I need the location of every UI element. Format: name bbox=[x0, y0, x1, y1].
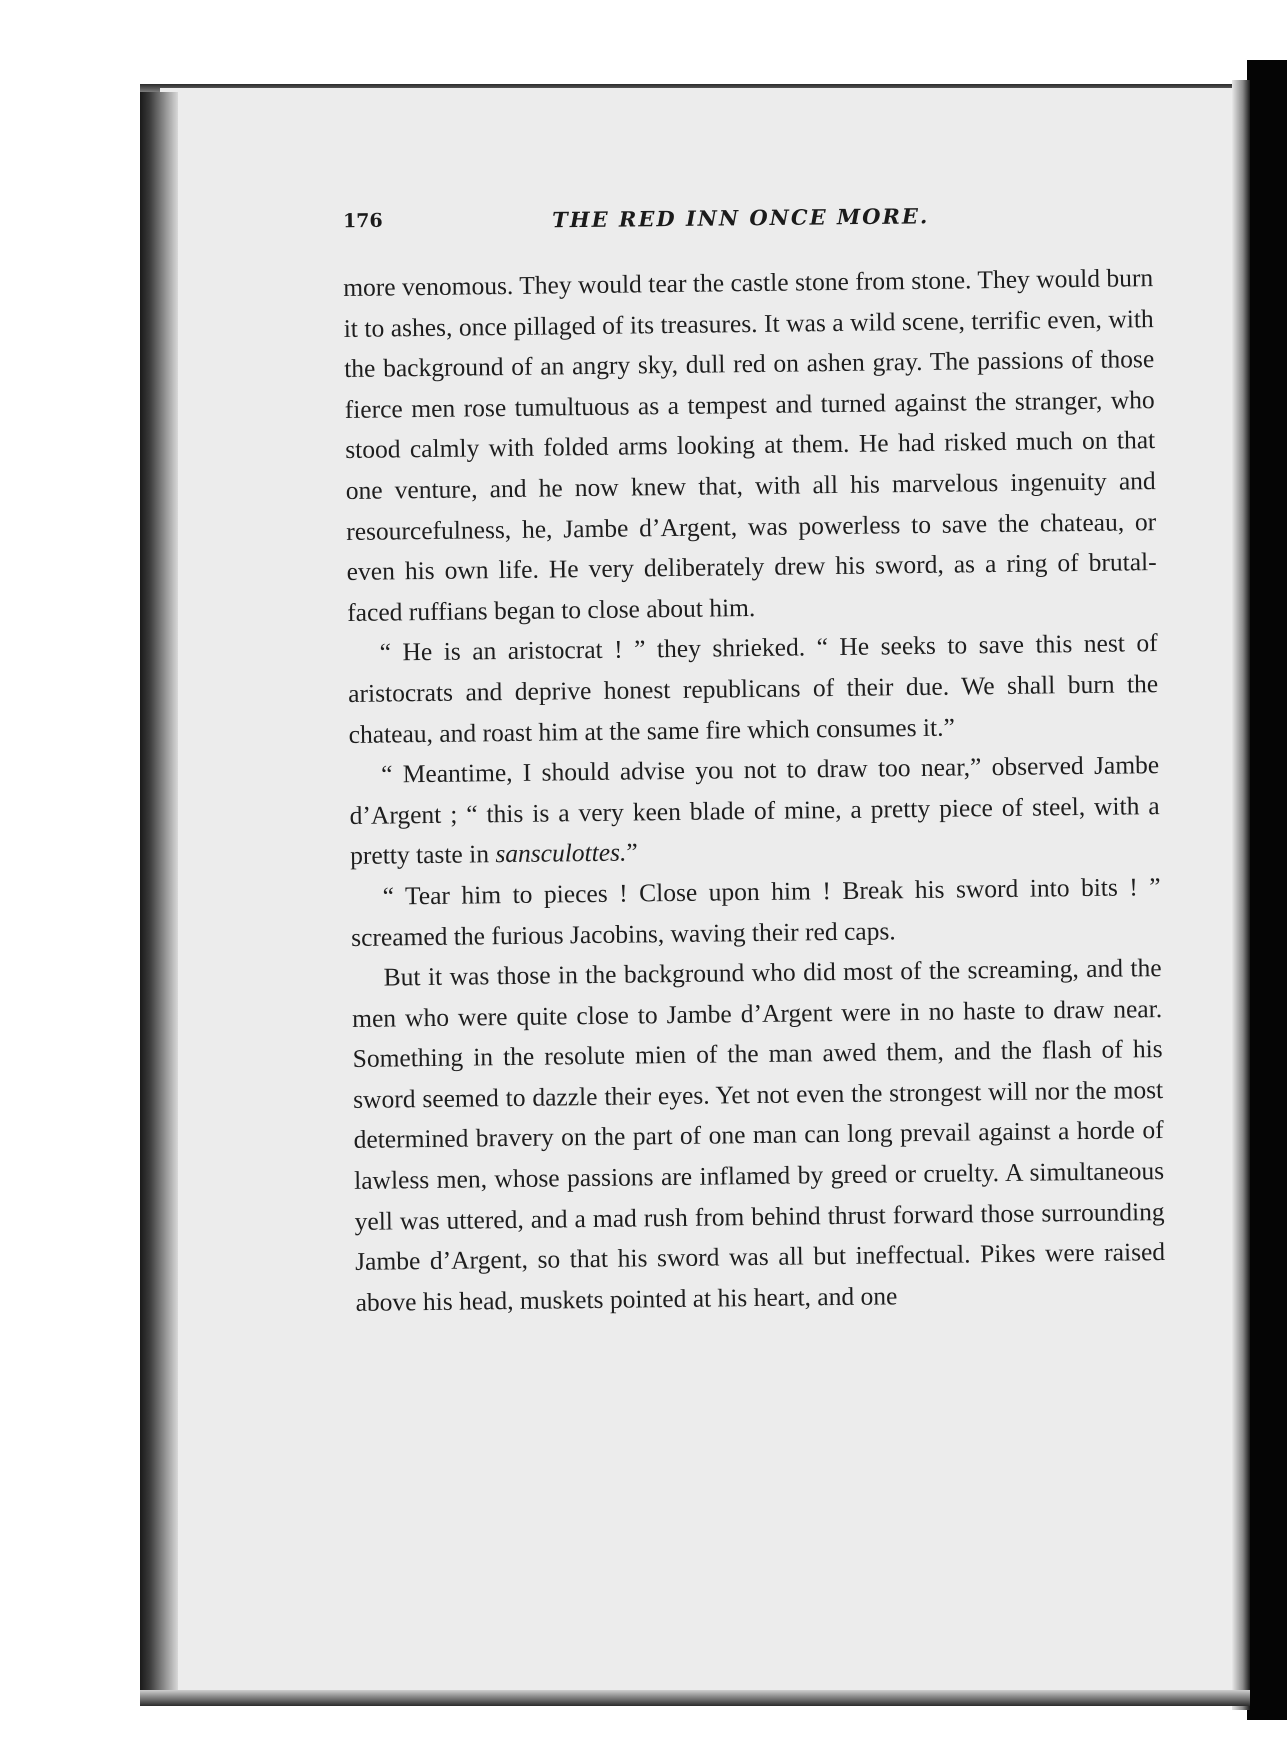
page-gutter bbox=[1232, 80, 1250, 1710]
paragraph-5: But it was those in the background who did most of the screaming, and the men who were quite close to Jambe d’Argent were in no haste to draw near. Something in the resolute mien of the man awed them, and the flash of his sword seemed to dazzle their eyes. Yet not even the strongest will nor the most determined bravery on the part of one man can long prevail against a horde of lawless men, whose passions are inflamed by greed or cruelty. A simultaneous yell was uttered, and a mad rush from behind thrust forward those surrounding Jambe d’Argent, so that his sword was all but ineffectual. Pikes were raised above his head, muskets pointed at his heart, and one bbox=[351, 953, 1166, 1317]
closing-quote: ” bbox=[626, 837, 638, 867]
paragraph-3-text: “ Meantime, I should advise you not to draw too near,” observed Jambe d’Argent ; “ this is a very keen blade of mine, a pretty piece of steel, with a pretty taste in bbox=[349, 750, 1160, 871]
page-number: 176 bbox=[342, 209, 383, 233]
facing-page-shadow bbox=[1247, 60, 1287, 1720]
page-left-edge bbox=[140, 92, 178, 1702]
body-text bbox=[343, 258, 1166, 1323]
paragraph-1: more venomous. They would tear the castle stone from stone. They would burn it to ashes, once pillaged of its treasures. It was a wild scene, terrific even, with the background of an angry sky, dull red on ashen gray. The passions of those fierce men rose tumultuous as a tempest and turned against the stranger, who stood calmly with folded arms looking at them. He had risked much on that one venture, and he now knew that, with all his marvelous ingenuity and resourcefulness, he, Jambe d’Argent, was powerless to save the chateau, or even his own life. He very deliberately drew his sword, as a ring of brutal-faced ruffians began to close about him. bbox=[343, 263, 1157, 627]
italic-term: sansculottes. bbox=[495, 837, 627, 869]
paragraph-4: “ Tear him to pieces ! Close upon him ! Break his sword into bits ! ” screamed the furious Jacobins, waving their red caps. bbox=[350, 871, 1161, 952]
paragraph-2: “ He is an aristocrat ! ” they shrieked. “ He seeks to save this nest of aristocrats and deprive honest republicans of their due. We shall burn the chateau, and roast him at the same fire which consumes it.” bbox=[348, 628, 1159, 749]
page-bottom-edge bbox=[140, 1690, 1250, 1706]
running-head-title: THE RED INN ONCE MORE. bbox=[552, 203, 930, 233]
paragraph-3 bbox=[349, 745, 1160, 877]
